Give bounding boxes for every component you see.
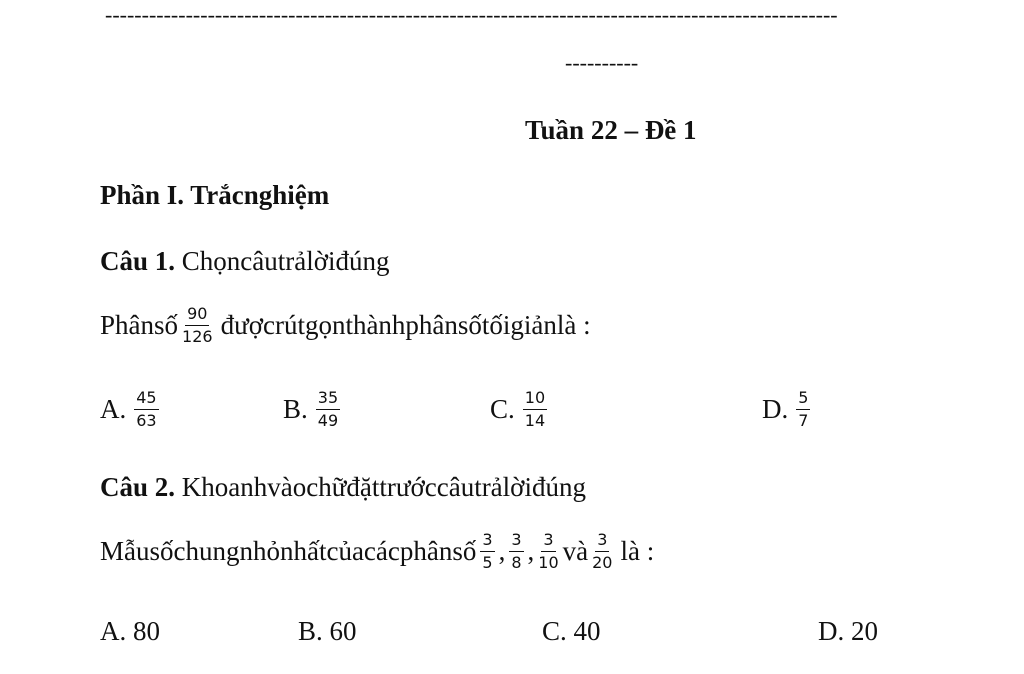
fraction-numerator: 45 xyxy=(134,390,158,410)
question-1-prompt-before: Phânsố xyxy=(100,310,179,340)
question-1-prompt-after: đượcrútgọnthànhphânsốtốigiảnlà : xyxy=(220,310,591,340)
fraction-denominator: 8 xyxy=(511,553,522,572)
question-2-label: Câu 2. xyxy=(100,472,176,502)
fraction-numerator: 5 xyxy=(796,390,810,410)
fraction-denominator: 126 xyxy=(182,327,213,346)
option-letter: C. xyxy=(490,394,515,424)
fraction-denominator: 5 xyxy=(482,553,493,572)
question-2-instruction: Khoanhvàochữđặttrướccâutrảlờiđúng xyxy=(181,472,586,502)
fraction-denominator: 10 xyxy=(538,553,559,572)
question-1-heading xyxy=(100,246,390,277)
option-letter: B. xyxy=(283,394,308,424)
fraction-denominator: 7 xyxy=(798,411,809,430)
short-dashed-separator: ---------- xyxy=(565,50,639,75)
option-text: C. 40 xyxy=(542,616,601,646)
option-letter: D. xyxy=(762,394,789,424)
question-1-option-d[interactable] xyxy=(762,390,814,429)
question-2-heading xyxy=(100,472,586,503)
option-fraction xyxy=(134,390,158,429)
fraction-numerator: 10 xyxy=(523,390,547,410)
question-2-fraction xyxy=(480,532,494,571)
fraction-numerator: 3 xyxy=(595,532,609,552)
question-1-instruction: Chọncâutrảlờiđúng xyxy=(181,246,390,276)
worksheet-title: Tuần 22 – Đề 1 xyxy=(525,115,697,145)
section-title: Phần I. Trắcnghiệm xyxy=(100,180,330,210)
fraction-denominator: 14 xyxy=(524,411,546,430)
question-1-option-a[interactable] xyxy=(100,390,163,429)
fraction-numerator: 3 xyxy=(509,532,523,552)
question-2-option-d[interactable] xyxy=(818,616,878,647)
option-text: B. 60 xyxy=(298,616,357,646)
question-2-fraction xyxy=(509,532,523,571)
question-1-label: Câu 1. xyxy=(100,246,176,276)
fraction-numerator: 3 xyxy=(541,532,555,552)
option-text: A. 80 xyxy=(100,616,160,646)
option-fraction xyxy=(796,390,810,429)
question-1-option-b[interactable] xyxy=(283,390,344,429)
question-2-fraction xyxy=(592,532,612,571)
fraction-separator: , xyxy=(498,536,506,566)
option-fraction xyxy=(316,390,340,429)
top-dashed-separator: ---------------------------------------------------------------------------------------------------- xyxy=(105,2,838,27)
option-fraction xyxy=(523,390,547,429)
question-2-prompt-before: Mẫusốchungnhỏnhấtcủacácphânsố xyxy=(100,536,477,566)
option-text: D. 20 xyxy=(818,616,878,646)
question-1-prompt xyxy=(100,306,591,345)
question-2-prompt xyxy=(100,532,654,571)
question-1-option-c[interactable] xyxy=(490,390,551,429)
fraction-denominator: 20 xyxy=(592,553,613,572)
fraction-numerator: 35 xyxy=(316,390,340,410)
fraction-denominator: 63 xyxy=(136,411,157,430)
fraction-numerator: 3 xyxy=(480,532,494,552)
fraction-numerator: 90 xyxy=(185,306,209,326)
fraction-denominator: 49 xyxy=(317,411,339,430)
option-letter: A. xyxy=(100,394,127,424)
question-2-option-a[interactable] xyxy=(100,616,160,647)
question-2-option-c[interactable] xyxy=(542,616,601,647)
fraction-separator: , xyxy=(527,536,535,566)
question-2-option-b[interactable] xyxy=(298,616,357,647)
question-2-prompt-after: là : xyxy=(620,536,655,566)
question-2-fraction xyxy=(538,532,558,571)
and-word: và xyxy=(562,536,589,566)
question-1-fraction xyxy=(182,306,213,345)
